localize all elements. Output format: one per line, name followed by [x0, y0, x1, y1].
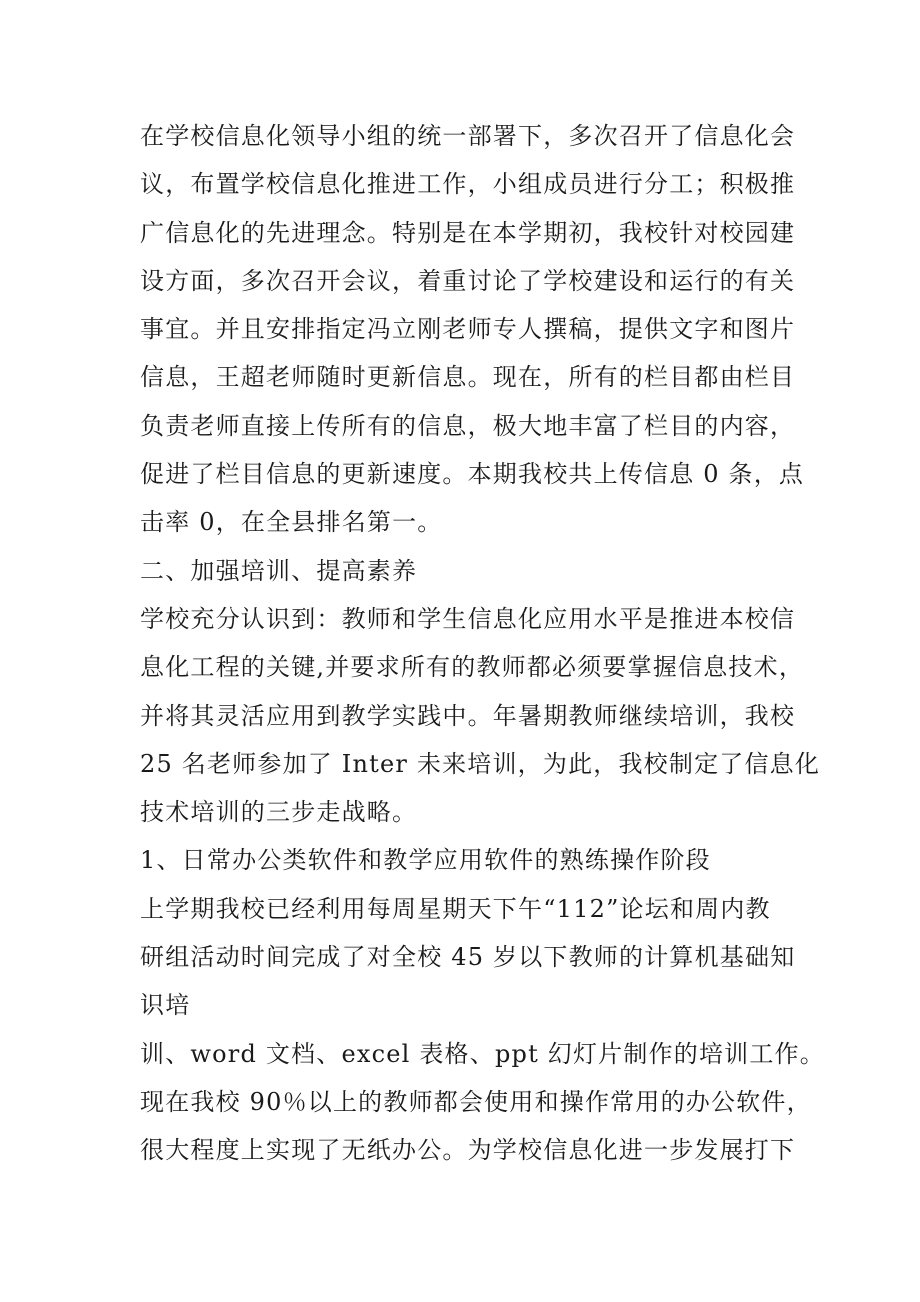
text-line: 并将其灵活应用到教学实践中。年暑期教师继续培训，我校: [140, 701, 796, 730]
text-line: 技术培训的三步走战略。: [140, 798, 418, 827]
text-line: 上学期我校已经利用每周星期天下午“112”论坛和周内教: [140, 894, 771, 923]
text-line: 负责老师直接上传所有的信息，极大地丰富了栏目的内容，: [140, 411, 796, 440]
text-line: 议，布置学校信息化推进工作，小组成员进行分工；积极推: [140, 170, 796, 199]
section-heading: 二、加强培训、提高素养: [140, 556, 418, 585]
document-body: [140, 112, 825, 1175]
text-line: 训、word 文档、excel 表格、ppt 幻灯片制作的培训工作。: [140, 1039, 825, 1068]
text-line: 事宜。并且安排指定冯立刚老师专人撰稿，提供文字和图片: [140, 315, 796, 344]
text-line: 广信息化的先进理念。特别是在本学期初，我校针对校园建: [140, 218, 796, 247]
text-line: 在学校信息化领导小组的统一部署下，多次召开了信息化会: [140, 122, 796, 150]
text-line: 促进了栏目信息的更新速度。本期我校共上传信息 0 条，点: [140, 460, 805, 489]
text-line: 息化工程的关键,并要求所有的教师都必须要掌握信息技术，: [140, 653, 805, 682]
text-line: 现在我校 90％以上的教师都会使用和操作常用的办公软件，: [140, 1087, 812, 1116]
text-line: 击率 0，在全县排名第一。: [140, 508, 443, 537]
text-line: 信息，王超老师随时更新信息。现在，所有的栏目都由栏目: [140, 363, 796, 392]
text-line: 很大程度上实现了无纸办公。为学校信息化进一步发展打下: [140, 1136, 796, 1165]
subsection-heading: 1、日常办公类软件和教学应用软件的熟练操作阶段: [140, 846, 711, 875]
text-line: 设方面，多次召开会议，着重讨论了学校建设和运行的有关: [140, 266, 796, 295]
text-line: 研组活动时间完成了对全校 45 岁以下教师的计算机基础知: [140, 943, 796, 972]
text-line: 25 名老师参加了 Inter 未来培训，为此，我校制定了信息化: [140, 749, 821, 778]
text-line: 学校充分认识到：教师和学生信息化应用水平是推进本校信: [140, 604, 796, 633]
text-line: 识培: [140, 991, 191, 1020]
